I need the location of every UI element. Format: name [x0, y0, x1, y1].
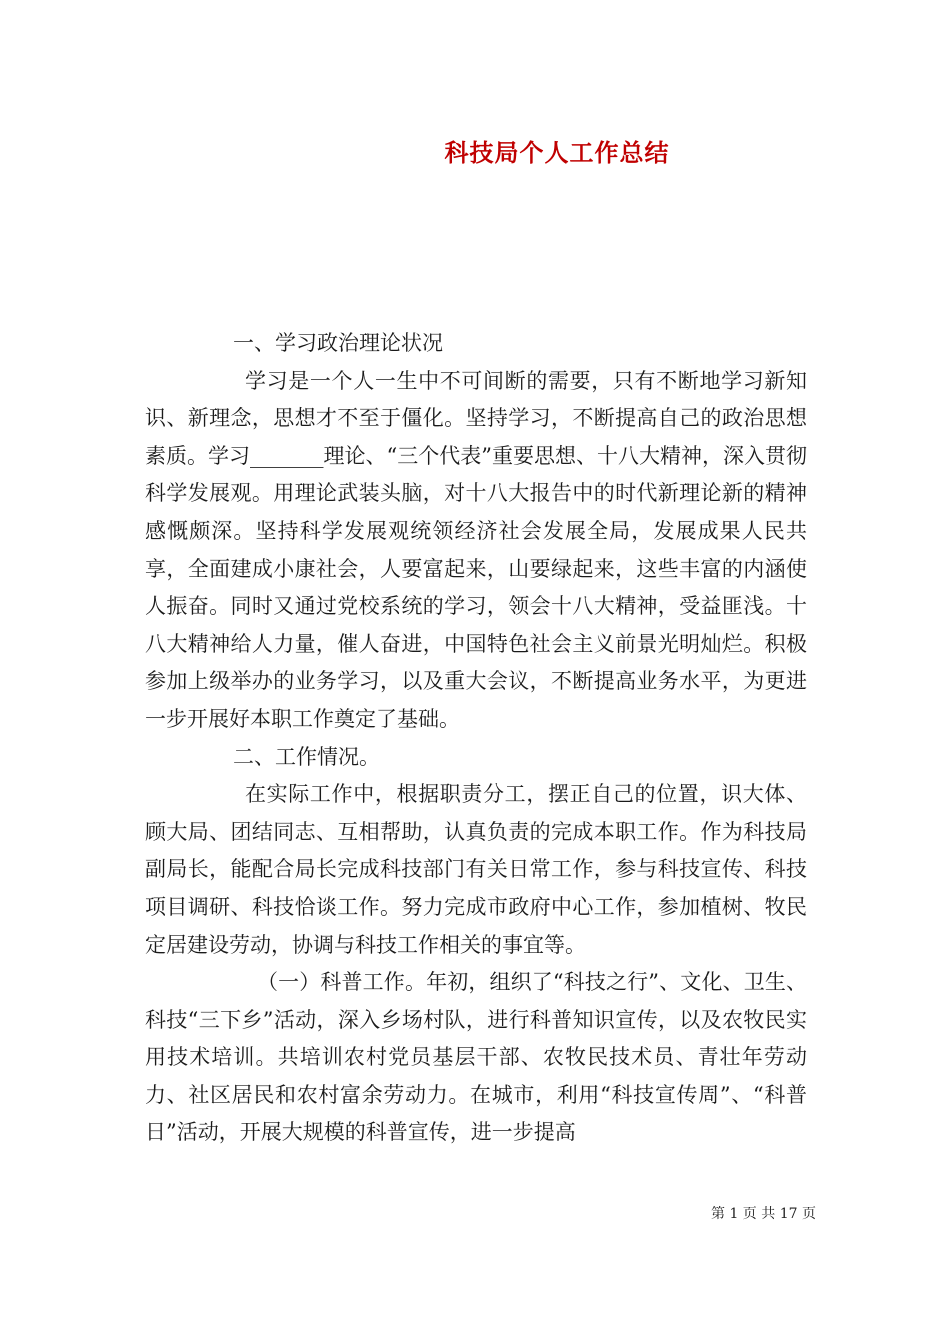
paragraph-work: 在实际工作中，根据职责分工，摆正自己的位置，识大体、顾大局、团结同志、互相帮助，认真负责的完成本职工作。作为科技局副局长，能配合局长完成科技部门有关日常工作，参与科技宣传、科技项目调研、科技恰谈工作。努力完成市政府中心工作，参加植树、牧民定居建设劳动，协调与科技工作相关的事宜等。 [145, 782, 807, 957]
page-number-footer: 第 1 页 共 17 页 [711, 1206, 816, 1222]
paragraph-study: 学习是一个人一生中不可间断的需要，只有不断地学习新知识、新理念，思想才不至于僵化。坚持学习，不断提高自己的政治思想素质。学习_______理论、“三个代表”重要思想、十八大精神，深入贯彻科学发展观。用理论武装头脑，对十八大报告中的时代新理论新的精神感慨颇深。坚持科学发展观统领经济社会发展全局，发展成果人民共享，全面建成小康社会，人要富起来，山要绿起来，这些丰富的内涵使人振奋。同时又通过党校系统的学习，领会十八大精神，受益匪浅。十八大精神给人力量，催人奋进，中国特色社会主义前景光明灿烂。积极参加上级举办的业务学习，以及重大会议，不断提高业务水平，为更进一步开展好本职工作奠定了基础。 [145, 368, 807, 731]
document-body [145, 325, 807, 1152]
paragraph-science-popularization: （一）科普工作。年初，组织了“科技之行”、文化、卫生、科技“三下乡”活动，深入乡场村队，进行科普知识宣传，以及农牧民实用技术培训。共培训农村党员基层干部、农牧民技术员、青壮年劳动力、社区居民和农村富余劳动力。在城市，利用“科技宣传周”、“科普日”活动，开展大规模的科普宣传，进一步提高 [145, 970, 807, 1145]
section-heading-study: 一、学习政治理论状况 [233, 331, 443, 355]
document-title: 科技局个人工作总结 [444, 139, 670, 167]
section-heading-work: 二、工作情况。 [233, 744, 380, 769]
